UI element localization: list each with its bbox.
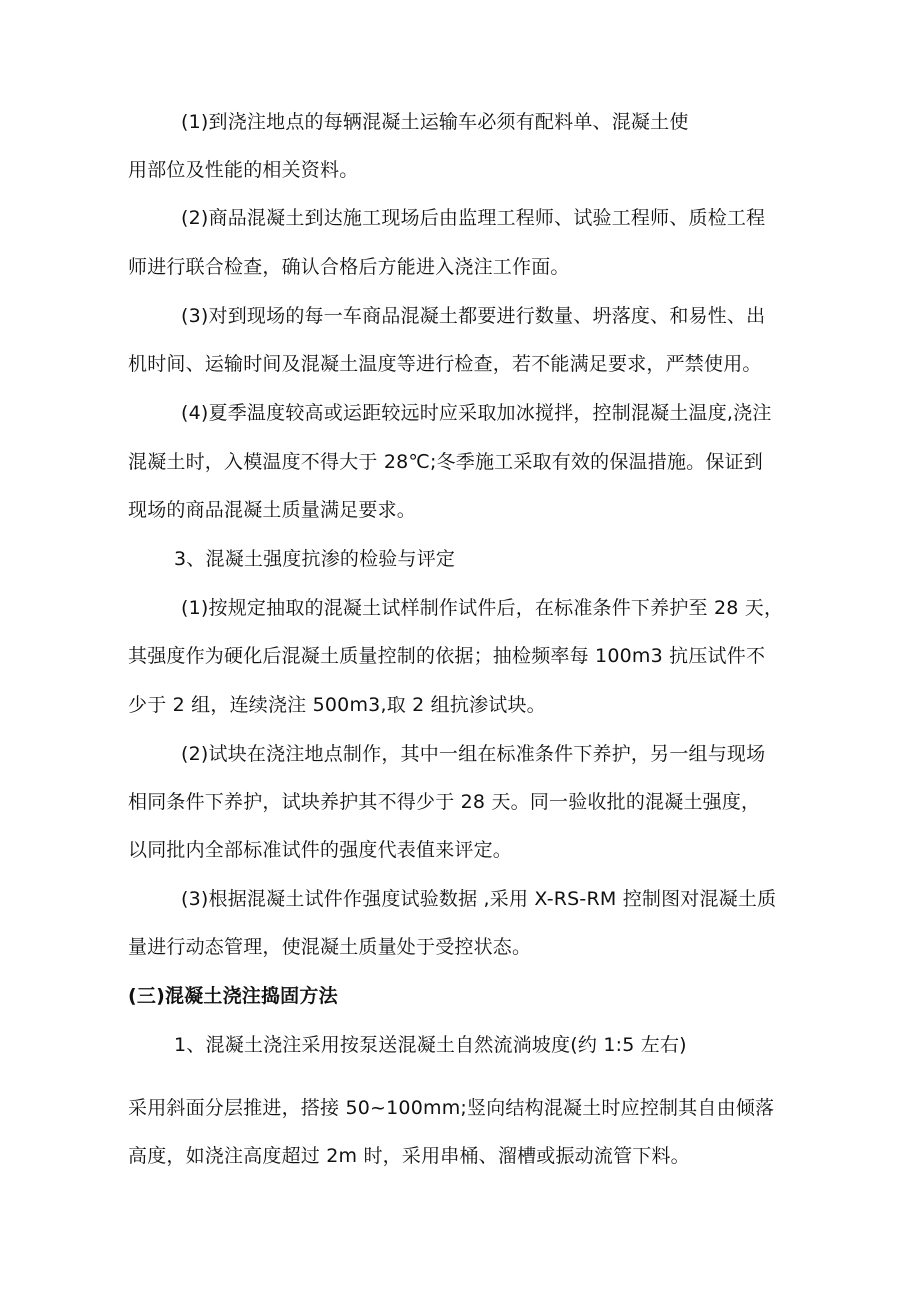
- paragraph-6-line-1: (2)试块在浇注地点制作，其中一组在标准条件下养护，另一组与现场: [181, 743, 766, 765]
- paragraph-6-line-3: 以同批内全部标准试件的强度代表值来评定。: [128, 839, 513, 861]
- paragraph-8-line-1: 1、混凝土浇注采用按泵送混凝土自然流淌坡度(约 1:5 左右): [174, 1034, 687, 1056]
- paragraph-5-line-1: (1)按规定抽取的混凝土试样制作试件后，在标准条件下养护至 28 天，: [181, 597, 784, 619]
- paragraph-4-line-1: (4)夏季温度较高或运距较远时应采取加冰搅拌，控制混凝土温度,浇注: [181, 402, 772, 424]
- paragraph-2-line-1: (2)商品混凝土到达施工现场后由监理工程师、试验工程师、质检工程: [181, 207, 766, 229]
- paragraph-8-line-3: 高度，如浇注高度超过 2m 时，采用串桶、溜槽或振动流管下料。: [128, 1145, 690, 1167]
- paragraph-3-line-2: 机时间、运输时间及混凝土温度等进行检查，若不能满足要求，严禁使用。: [128, 353, 762, 375]
- paragraph-2-line-2: 师进行联合检查，确认合格后方能进入浇注工作面。: [128, 256, 570, 278]
- paragraph-1-line-2: 用部位及性能的相关资料。: [128, 159, 359, 181]
- paragraph-5-line-3: 少于 2 组，连续浇注 500m3,取 2 组抗渗试块。: [128, 694, 546, 716]
- paragraph-3-line-1: (3)对到现场的每一车商品混凝土都要进行数量、坍落度、和易性、出: [181, 305, 766, 327]
- paragraph-5-line-2: 其强度作为硬化后混凝土质量控制的依据；抽检频率每 100m3 抗压试件不: [128, 645, 766, 667]
- paragraph-1-line-1: (1)到浇注地点的每辆混凝土运输车必须有配料单、混凝土使: [181, 111, 689, 133]
- paragraph-7-line-2: 量进行动态管理，使混凝土质量处于受控状态。: [128, 936, 532, 958]
- section-heading-concrete-method: (三)混凝土浇注捣固方法: [128, 985, 338, 1007]
- paragraph-6-line-2: 相同条件下养护，试块养护其不得少于 28 天。同一验收批的混凝土强度，: [128, 791, 761, 813]
- paragraph-7-line-1: (3)根据混凝土试件作强度试验数据 ,采用 X-RS-RM 控制图对混凝土质: [181, 888, 777, 910]
- paragraph-4-line-2: 混凝土时，入模温度不得大于 28℃;冬季施工采取有效的保温措施。保证到: [128, 451, 763, 473]
- paragraph-8-line-2: 采用斜面分层推进，搭接 50~100mm;竖向结构混凝土时应控制其自由倾落: [128, 1097, 775, 1119]
- paragraph-4-line-3: 现场的商品混凝土质量满足要求。: [128, 499, 417, 521]
- section-3-title: 3、混凝土强度抗渗的检验与评定: [174, 548, 456, 570]
